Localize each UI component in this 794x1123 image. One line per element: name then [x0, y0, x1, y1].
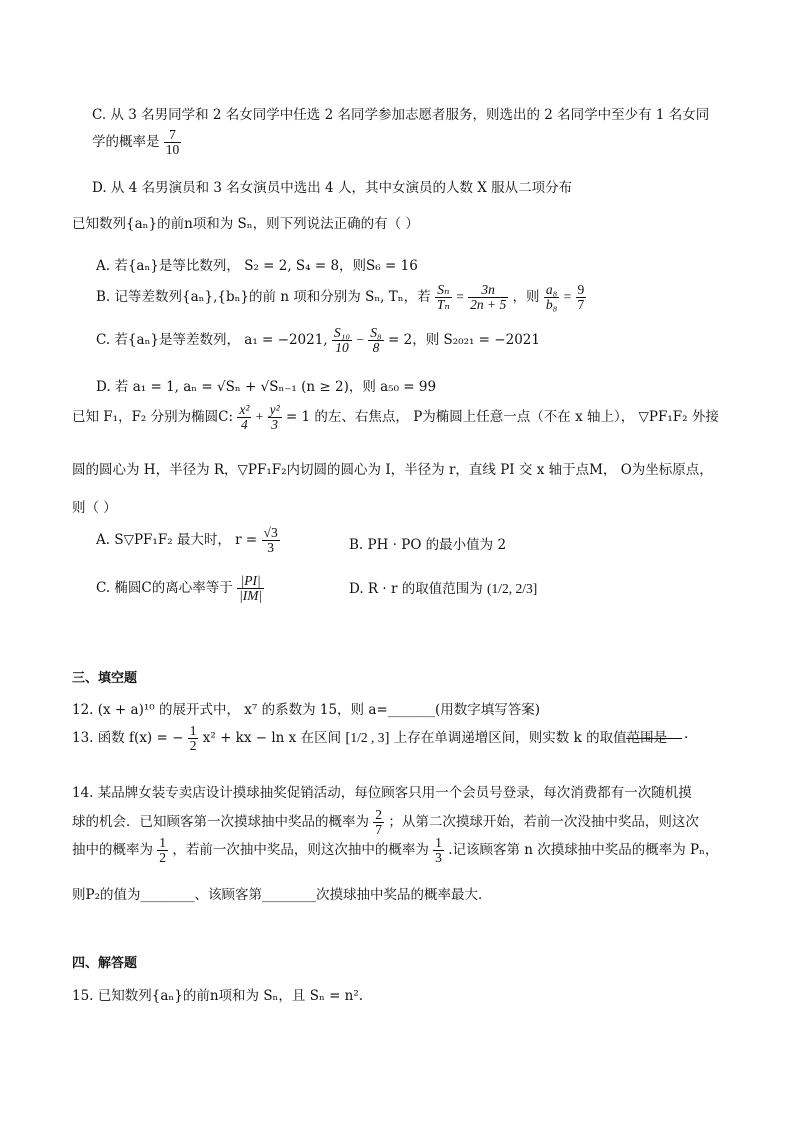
q13-period: . — [684, 726, 689, 742]
q10-option-c-text: C. 若{aₙ}是等差数列， a₁ = −2021, — [96, 332, 328, 349]
q13-text-b: x² + kx − ln x 在区间 — [202, 730, 342, 747]
q10-option-c-end: = 2，则 S₂₀₂₁ = −2021 — [388, 332, 540, 349]
section-3-title: 三、填空题 — [72, 671, 138, 686]
q14-line3-end: .记该顾客第 n 次摸球抽中奖品的概率为 Pₙ， — [448, 842, 719, 859]
q10-b-fraction-3: $\frac{\text{a₈}}{\text{b₈}}$ — [545, 282, 558, 313]
section-4-title: 四、解答题 — [72, 956, 138, 971]
q11-option-b: B. PH · PO 的最小值为 2 — [349, 537, 507, 553]
q9-option-c-line1: C. 从 3 名男同学和 2 名女同学中任选 2 名同学参加志愿者服务，则选出的 2 名同学中至少有 1 名女同 — [92, 107, 710, 123]
q10-b-then: ，则 — [512, 289, 540, 306]
q13: 13. 函数 f(x) = − $\frac{1}{2}$ x² + kx − ln x 在区间 [1/2 , 3] 上存在单调递增区间，则实数 k 的取值范围是 — [72, 723, 668, 754]
q11-line3: 则（ ） — [72, 500, 117, 516]
q10-option-a: A. 若{aₙ}是等比数列， S₂ = 2, S₄ = 8，则S₆ = 16 — [96, 258, 418, 274]
q10-b-fraction-2: $\frac{3n}{2n + 5}$ — [470, 282, 507, 313]
q10-option-b: B. 记等差数列{aₙ},{bₙ}的前 n 项和分别为 Sₙ, Tₙ，若 $\frac{\text{Sₙ}}{\text{Tₙ}}$ = $\frac{3n}{2n + 5}$ ，则 $\frac{\text{a₈}}{\text{b₈}}$ = $\frac{9}{7}$ — [96, 282, 585, 313]
q10-b-fraction-4: $\frac{9}{7}$ — [577, 282, 585, 313]
q13-interval: 1/2 , 3 — [350, 730, 385, 746]
q10-b-fraction-1: $\frac{\text{Sₙ}}{\text{Tₙ}}$ — [436, 282, 450, 313]
q10-stem: 已知数列{aₙ}的前n项和为 Sₙ，则下列说法正确的有（ ） — [72, 216, 419, 232]
q11-option-d — [349, 577, 537, 597]
q14-line2 — [72, 808, 699, 837]
q11-option-a — [96, 526, 280, 555]
q11-option-c-text: C. 椭圆C的离心率等于 — [96, 580, 233, 597]
q11-ellipse-x-term: $\frac{\text{x²}}{4}$ — [239, 402, 250, 433]
q11-option-a-text: A. S▽PF₁F₂ 最大时， r = — [96, 532, 258, 549]
q13-text-c: 上存在单调递增区间，则实数 k 的取值范围是 — [393, 730, 668, 747]
q11-c-fraction: $\frac{|PI|}{|IM|}$ — [239, 573, 263, 604]
q13-text: 13. 函数 f(x) = − — [72, 730, 184, 747]
q14-line1: 14. 某品牌女装专卖店设计摸球抽奖促销活动，每位顾客只用一个会员号登录，每次消费都有一次随机摸 — [72, 785, 692, 801]
q14-fraction-3: $\frac{1}{3}$ — [435, 835, 442, 866]
q14-fraction-1: $\frac{2}{7}$ — [375, 807, 383, 838]
q13-answer-blank[interactable] — [626, 738, 682, 739]
q9-option-d: D. 从 4 名男演员和 3 名女演员中选出 4 人，其中女演员的人数 X 服从二项分布 — [92, 180, 573, 196]
q14-line4: 则P₂的值为________、该顾客第________次摸球抽中奖品的概率最大． — [72, 887, 492, 903]
q14-line3-text: 抽中的概率为 — [72, 842, 153, 859]
q9-option-c-fraction — [164, 128, 182, 157]
q11-line2: 圆的圆心为 H，半径为 R，▽PF₁F₂内切圆的圆心为 I，半径为 r，直线 PI 交 x 轴于点M， O为坐标原点， — [72, 462, 713, 478]
q9-option-c-line2 — [92, 128, 181, 157]
q10-c-fraction-2: $\frac{\text{S₈}}{8}$ — [370, 325, 382, 356]
q13-fraction: $\frac{1}{2}$ — [189, 723, 197, 754]
q15: 15. 已知数列{aₙ}的前n项和为 Sₙ，且 Sₙ = n². — [72, 988, 364, 1004]
q11-line1-end: = 1 的左、右焦点， P为椭圆上任意一点（不在 x 轴上）， ▽PF₁F₂ 外接 — [285, 409, 719, 426]
q10-c-fraction-1: $\frac{\text{S₁₀}}{10}$ — [333, 325, 351, 356]
q14-line2-end: ；从第二次摸球开始，若前一次没抽中奖品，则这次 — [388, 814, 699, 831]
q14-line3-mid: ，若前一次抽中奖品，则这次抽中的概率为 — [172, 842, 429, 859]
q9-option-c-text: 学的概率是 — [92, 134, 160, 151]
q11-a-fraction: $\frac{√3}{3}$ — [263, 525, 278, 556]
q14-fraction-2: $\frac{1}{2}$ — [159, 835, 167, 866]
q11-line1-text: 已知 F₁，F₂ 分别为椭圆C: — [72, 409, 234, 426]
q10-option-c: C. 若{aₙ}是等差数列， a₁ = −2021, $\frac{\text{S₁₀}}{10}$ − $\frac{\text{S₈}}{8}$ = 2，则 S₂₀₂₁ = −2021 — [96, 325, 540, 356]
q10-option-b-text: B. 记等差数列{aₙ},{bₙ}的前 n 项和分别为 Sₙ, Tₙ，若 — [96, 289, 431, 306]
q11-option-d-range: (1/2, 2/3] — [487, 581, 538, 596]
q11-line1: 已知 F₁，F₂ 分别为椭圆C: $\frac{\text{x²}}{4}$ + $\frac{\text{y²}}{3}$ = 1 的左、右焦点， P为椭圆上任意一点（不在 x 轴上）， ▽PF₁F₂ 外接 — [72, 402, 719, 433]
q10-option-d: D. 若 a₁ = 1, aₙ = √Sₙ + √Sₙ₋₁ (n ≥ 2)，则 a₅₀ = 99 — [96, 379, 437, 395]
q11-ellipse-y-term: $\frac{\text{y²}}{3}$ — [269, 402, 280, 433]
fraction-denominator: 10 — [165, 142, 180, 158]
q14-line2-text: 球的机会．已知顾客第一次摸球抽中奖品的概率为 — [72, 814, 369, 831]
q11-option-d-text: D. R · r 的取值范围为 — [349, 581, 483, 597]
q14-line3 — [72, 836, 718, 865]
q11-option-c — [96, 574, 264, 603]
q12: 12. (x + a)¹⁰ 的展开式中， x⁷ 的系数为 15，则 a=_______(用数字填写答案) — [72, 702, 540, 718]
fraction-numerator: 7 — [164, 128, 182, 143]
